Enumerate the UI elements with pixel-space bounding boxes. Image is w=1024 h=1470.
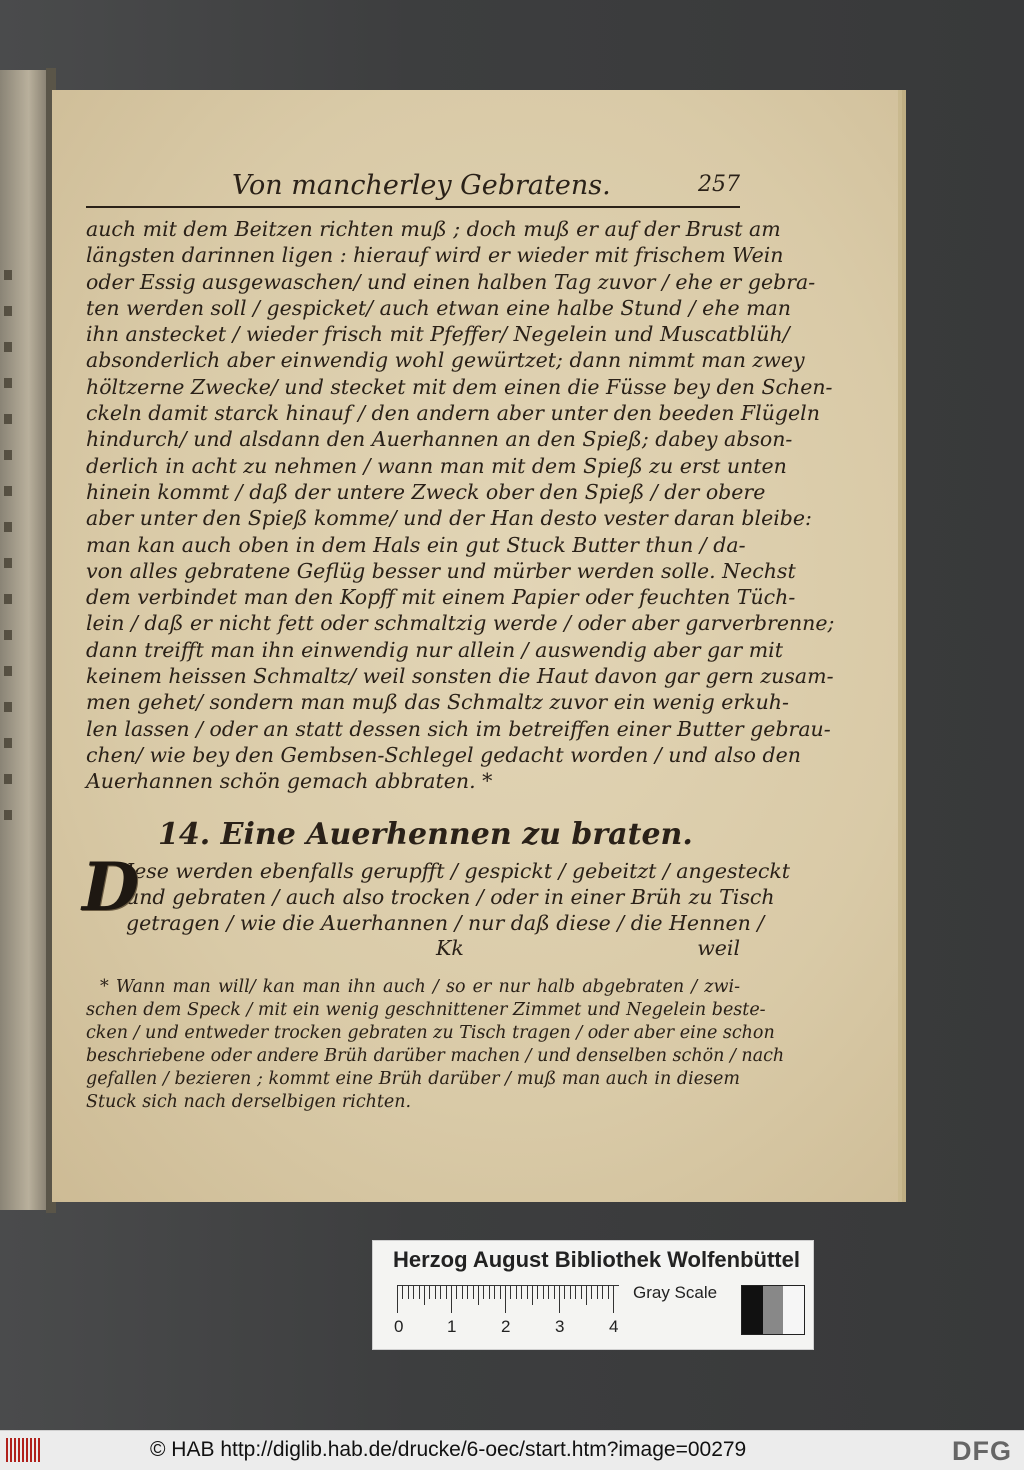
footnote xyxy=(86,976,785,1114)
drop-cap: D xyxy=(82,847,140,926)
ruler-tick xyxy=(467,1285,468,1299)
ruler-tick xyxy=(510,1285,511,1299)
gray-scale-label: Gray Scale xyxy=(633,1283,718,1302)
facing-page-marks xyxy=(2,270,16,846)
catchword: weil xyxy=(697,936,740,961)
ruler-tick xyxy=(489,1285,490,1299)
text-line: len lassen / oder an statt dessen sich im betreiffen einer Butter gebrau- xyxy=(86,716,831,741)
ruler-tick xyxy=(521,1285,522,1299)
text-line: getragen / wie die Auerhannen / nur daß diese / die Hennen / xyxy=(126,911,765,936)
ruler-tick xyxy=(613,1285,614,1313)
hab-logo-icon xyxy=(6,1438,42,1462)
ruler-tick xyxy=(419,1285,420,1299)
ruler-tick xyxy=(462,1285,463,1299)
text-line: hindurch/ und alsdann den Auerhannen an den Spieß; dabey abson- xyxy=(86,427,793,452)
book-page xyxy=(52,90,898,1202)
text-line: dann treifft man ihn einwendig nur allein / auswendig aber gar mit xyxy=(86,637,783,662)
facing-page-edge xyxy=(0,70,52,1210)
text-line: chen/ wie bey den Gembsen-Schlegel gedacht worden / und also den xyxy=(86,742,801,767)
running-title: Von mancherley Gebratens. xyxy=(232,170,611,201)
text-line: aber unter den Spieß komme/ und der Han desto vester daran bleibe: xyxy=(86,506,812,531)
footnote-line: gefallen / bezieren ; kommt eine Brüh darüber / muß man auch in diesem xyxy=(86,1069,740,1090)
text-line: ckeln damit starck hinauf / den andern aber unter den beeden Flügeln xyxy=(86,401,820,426)
page-header xyxy=(86,168,740,208)
ruler-tick xyxy=(500,1285,501,1299)
text-line: keinem heissen Schmaltz/ weil sonsten die Haut davon gar gern zusam- xyxy=(86,664,834,689)
ruler-number: 2 xyxy=(501,1317,511,1336)
footnote-line: schen dem Speck / mit ein wenig geschnittener Zimmet und Negelein beste- xyxy=(86,1000,766,1021)
ruler-tick xyxy=(575,1285,576,1299)
ruler-number: 0 xyxy=(394,1317,404,1336)
dfg-logo: DFG xyxy=(952,1436,1012,1466)
viewer-footer xyxy=(0,1430,1024,1470)
ruler-tick xyxy=(586,1285,587,1305)
ruler-tick xyxy=(548,1285,549,1299)
ruler-tick xyxy=(602,1285,603,1299)
text-block xyxy=(82,168,835,1114)
ruler-tick xyxy=(424,1285,425,1305)
ruler-tick xyxy=(597,1285,598,1299)
ruler-tick xyxy=(435,1285,436,1299)
ruler-number: 1 xyxy=(447,1317,457,1336)
ruler-tick xyxy=(494,1285,495,1299)
ruler-tick xyxy=(527,1285,528,1299)
ruler-tick xyxy=(516,1285,517,1299)
text-line: man kan auch oben in dem Hals ein gut Stuck Butter thun / da- xyxy=(86,532,746,557)
section-body xyxy=(82,847,791,937)
text-line: und gebraten / auch also trocken / oder in einer Brüh zu Tisch xyxy=(126,884,775,909)
text-line: oder Essig ausgewaschen/ und einen halben Tag zuvor / ehe er gebra- xyxy=(86,269,816,294)
text-line: ihn anstecket / wieder frisch mit Pfeffer/ Negelein und Muscatblüh/ xyxy=(86,322,790,347)
text-line: auch mit dem Beitzen richten muß ; doch muß er auf der Brust am xyxy=(86,217,781,241)
text-line: längsten darinnen ligen : hierauf wird er wieder mit frischem Wein xyxy=(86,243,784,268)
footnote-line: Stuck sich nach derselbigen richten. xyxy=(86,1092,412,1113)
ruler-tick xyxy=(559,1285,560,1313)
section-heading: 14. Eine Auerhennen zu braten. xyxy=(158,816,693,852)
text-line: derlich in acht zu nehmen / wann man mit dem Spieß zu erst unten xyxy=(86,453,787,478)
ruler-tick xyxy=(505,1285,506,1313)
ruler-tick xyxy=(608,1285,609,1299)
ruler-tick xyxy=(402,1285,403,1299)
ruler-tick xyxy=(429,1285,430,1299)
ruler-tick xyxy=(564,1285,565,1299)
text-line: hinein kommt / daß der untere Zweck ober den Spieß / der obere xyxy=(86,479,766,504)
ruler-tick xyxy=(581,1285,582,1299)
footnote-line: beschriebene oder andere Brüh darüber machen / und denselben schön / nach xyxy=(86,1046,785,1067)
source-credit-link[interactable]: © HAB http://diglib.hab.de/drucke/6-oec/start.htm?image=00279 xyxy=(150,1438,747,1461)
ruler-tick xyxy=(570,1285,571,1299)
ruler-tick xyxy=(451,1285,452,1313)
ruler-tick xyxy=(397,1285,398,1313)
ruler-tick xyxy=(413,1285,414,1299)
gray-swatch xyxy=(763,1286,784,1334)
text-line: dem verbindet man den Kopff mit einem Papier oder feuchten Tüch- xyxy=(86,585,796,610)
text-line: Auerhannen schön gemach abbraten. * xyxy=(86,769,493,794)
ruler-number: 4 xyxy=(609,1317,619,1336)
signature-mark: Kk xyxy=(436,936,464,961)
ruler-number: 3 xyxy=(555,1317,565,1336)
gray-swatch xyxy=(783,1286,804,1334)
institution-name: Herzog August Bibliothek Wolfenbüttel xyxy=(393,1247,800,1272)
ruler-tick xyxy=(532,1285,533,1305)
ruler-tick xyxy=(478,1285,479,1305)
text-line: absonderlich aber einwendig wohl gewürtzet; dann nimmt man zwey xyxy=(86,348,805,373)
page-number: 257 xyxy=(698,172,740,197)
text-line: höltzerne Zwecke/ und stecket mit dem einen die Füsse bey den Schen- xyxy=(86,374,833,399)
ruler-tick xyxy=(446,1285,447,1299)
text-line: lein / daß er nicht fett oder schmaltzig werde / oder aber garverbrenne; xyxy=(86,611,835,636)
ruler-tick xyxy=(554,1285,555,1299)
text-line: Iese werden ebenfalls gerupfft / gespickt / gebeitzt / angesteckt xyxy=(126,858,791,883)
ruler-tick xyxy=(543,1285,544,1299)
scale-ruler xyxy=(394,1285,619,1336)
ruler-tick xyxy=(591,1285,592,1299)
ruler-tick xyxy=(483,1285,484,1299)
gray-swatch xyxy=(742,1286,763,1334)
body-text xyxy=(86,216,835,795)
ruler-tick xyxy=(408,1285,409,1299)
text-line: von alles gebratene Geflüg besser und mürber werden solle. Nechst xyxy=(86,558,796,583)
ruler-tick xyxy=(440,1285,441,1299)
signature-row xyxy=(86,936,740,962)
text-line: men gehet/ sondern man muß das Schmaltz zuvor ein wenig erkuh- xyxy=(86,690,789,715)
library-label-card xyxy=(372,1240,814,1350)
ruler-tick xyxy=(456,1285,457,1299)
footnote-line: cken / und entweder trocken gebraten zu Tisch tragen / oder aber eine schon xyxy=(86,1023,775,1044)
ruler-tick xyxy=(473,1285,474,1299)
ruler-tick xyxy=(537,1285,538,1299)
text-line: ten werden soll / gespicket/ auch etwan eine halbe Stund / ehe man xyxy=(86,295,791,320)
footnote-line: * Wann man will/ kan man ihn auch / so er nur halb abgebraten / zwi- xyxy=(100,977,740,998)
gray-scale-swatches xyxy=(741,1285,805,1335)
